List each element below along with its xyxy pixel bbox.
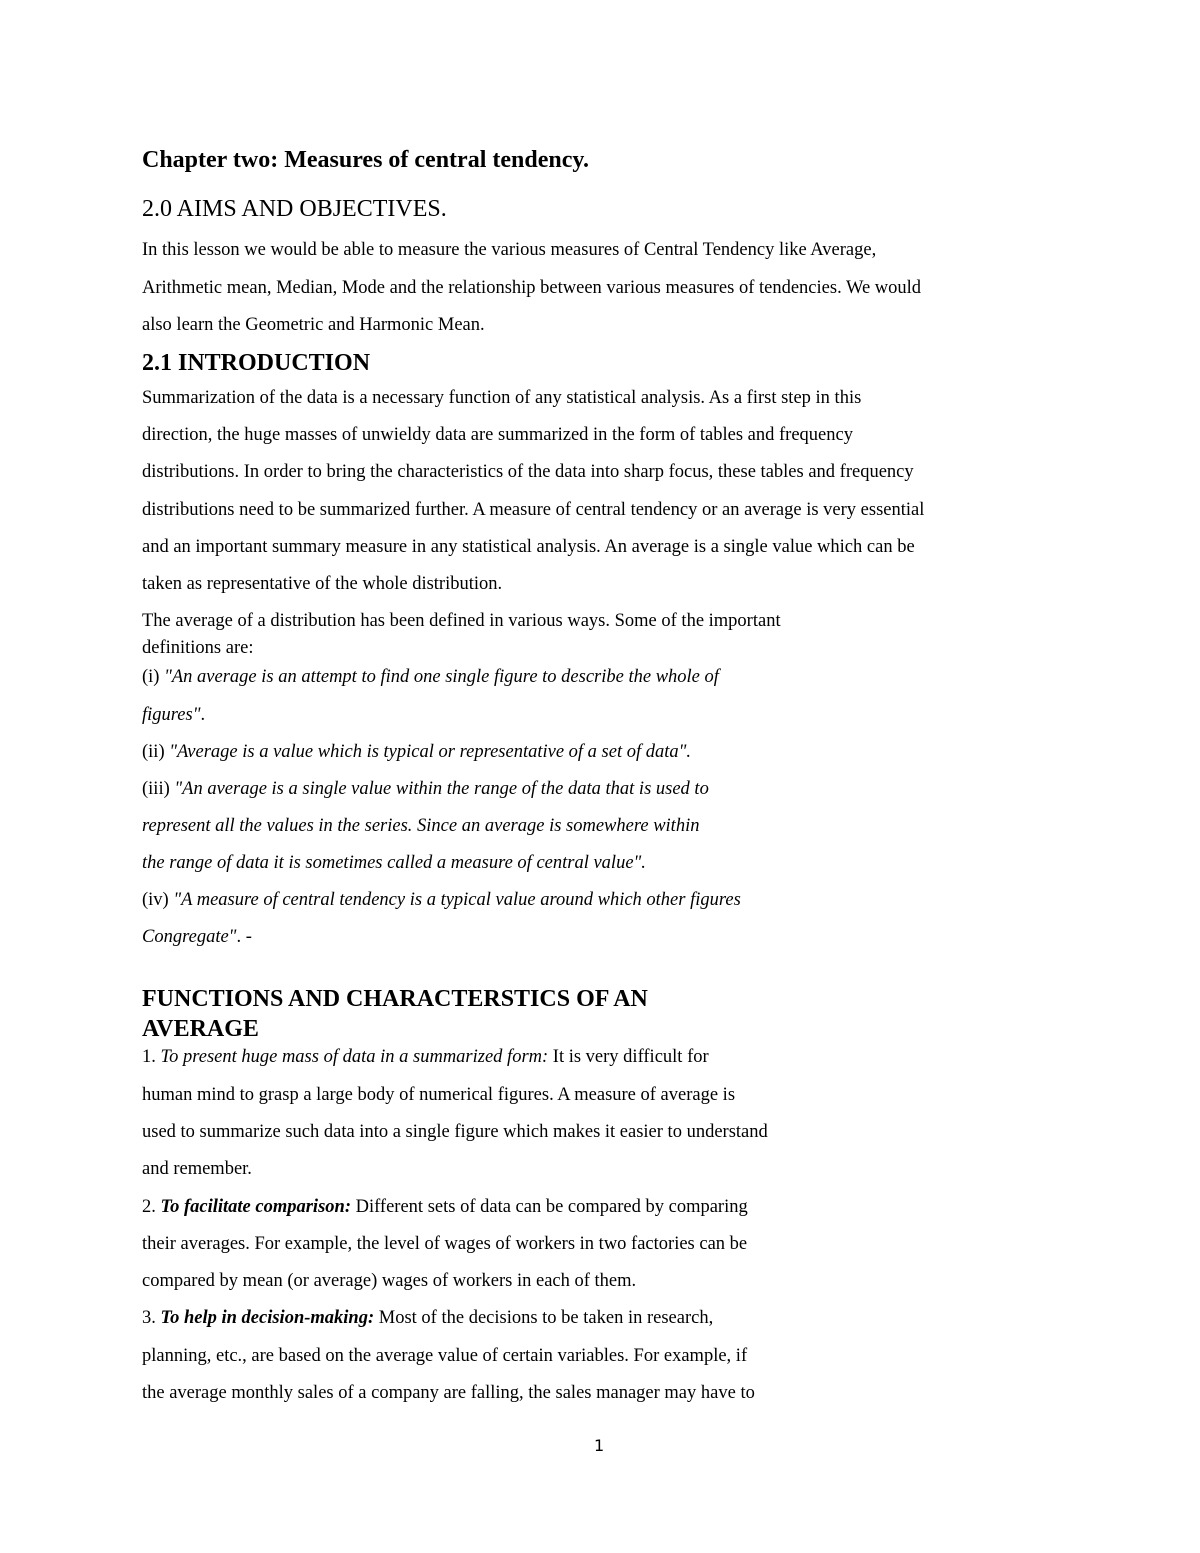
item-number: 1. [142,1047,161,1067]
definition-3-line-1 [142,777,709,801]
function-item-1-line: used to summarize such data into a single figure which makes it easier to understand [142,1122,768,1142]
definition-quote: "A measure of central tendency is a typical value around which other figures [173,890,741,910]
function-item-2-line: compared by mean (or average) wages of workers in each of them. [142,1271,637,1291]
definition-4-line-2 [142,925,252,949]
function-item-2-line-1 [142,1195,748,1219]
aims-heading: 2.0 AIMS AND OBJECTIVES. [142,196,447,222]
intro-text-line: distributions need to be summarized further. A measure of central tendency or an average is very essential [142,500,925,520]
definition-1-line-2 [142,703,205,727]
aims-text-line: Arithmetic mean, Median, Mode and the relationship between various measures of tendencies. We would [142,278,922,298]
function-item-1-line: and remember. [142,1159,252,1179]
aims-text-line: also learn the Geometric and Harmonic Mean. [142,315,485,335]
item-title: To help in decision-making: [160,1308,375,1328]
aims-text-line: In this lesson we would be able to measure the various measures of Central Tendency like Average, [142,240,877,260]
definition-punct: . - [236,927,252,947]
function-item-3-line: the average monthly sales of a company are falling, the sales manager may have to [142,1383,755,1403]
function-item-1-line-1 [142,1045,709,1069]
functions-heading-line-2: AVERAGE [142,1016,259,1042]
definition-2-line-1 [142,740,691,764]
definition-punct: . [200,705,206,725]
intro-text-line: The average of a distribution has been defined in various ways. Some of the important [142,611,781,631]
item-text: Most of the decisions to be taken in research, [374,1308,714,1328]
page-number: 1 [594,1436,605,1455]
definition-4-line-1 [142,888,741,912]
chapter-title: Chapter two: Measures of central tendency. [142,147,590,173]
intro-text-line: definitions are: [142,638,254,658]
intro-text-line: Summarization of the data is a necessary function of any statistical analysis. As a first step in this [142,388,862,408]
definition-number: (ii) [142,742,170,762]
intro-text-line: distributions. In order to bring the characteristics of the data into sharp focus, these tables and frequency [142,462,914,482]
function-item-3-line-1 [142,1306,713,1330]
item-number: 2. [142,1197,161,1217]
definition-quote: "An average is an attempt to find one single figure to describe the whole of [164,667,719,687]
item-text: Different sets of data can be compared by comparing [350,1197,748,1217]
intro-text-line: and an important summary measure in any statistical analysis. An average is a single value which can be [142,537,915,557]
definition-3-line-2: represent all the values in the series. Since an average is somewhere within [142,816,700,836]
function-item-3-line: planning, etc., are based on the average value of certain variables. For example, if [142,1346,748,1366]
definition-quote: "An average is a single value within the range of the data that is used to [174,779,709,799]
definition-number: (iv) [142,890,174,910]
item-text: It is very difficult for [548,1047,709,1067]
functions-heading-line-1: FUNCTIONS AND CHARACTERSTICS OF AN [142,986,648,1012]
definition-3-line-3: the range of data it is sometimes called a measure of central value". [142,853,646,873]
intro-heading: 2.1 INTRODUCTION [142,350,371,376]
function-item-2-line: their averages. For example, the level of wages of workers in two factories can be [142,1234,748,1254]
definition-number: (i) [142,667,165,687]
definition-1-line-1 [142,665,719,689]
item-title: To facilitate comparison: [160,1197,351,1217]
intro-text-line: direction, the huge masses of unwieldy data are summarized in the form of tables and frequency [142,425,853,445]
definition-quote: figures" [142,705,201,725]
item-number: 3. [142,1308,161,1328]
definition-quote: "Average is a value which is typical or representative of a set of data". [169,742,692,762]
intro-text-line: taken as representative of the whole distribution. [142,574,503,594]
function-item-1-line: human mind to grasp a large body of numerical figures. A measure of average is [142,1085,736,1105]
item-title: To present huge mass of data in a summarized form: [160,1047,549,1067]
definition-quote: Congregate" [142,927,237,947]
definition-number: (iii) [142,779,175,799]
